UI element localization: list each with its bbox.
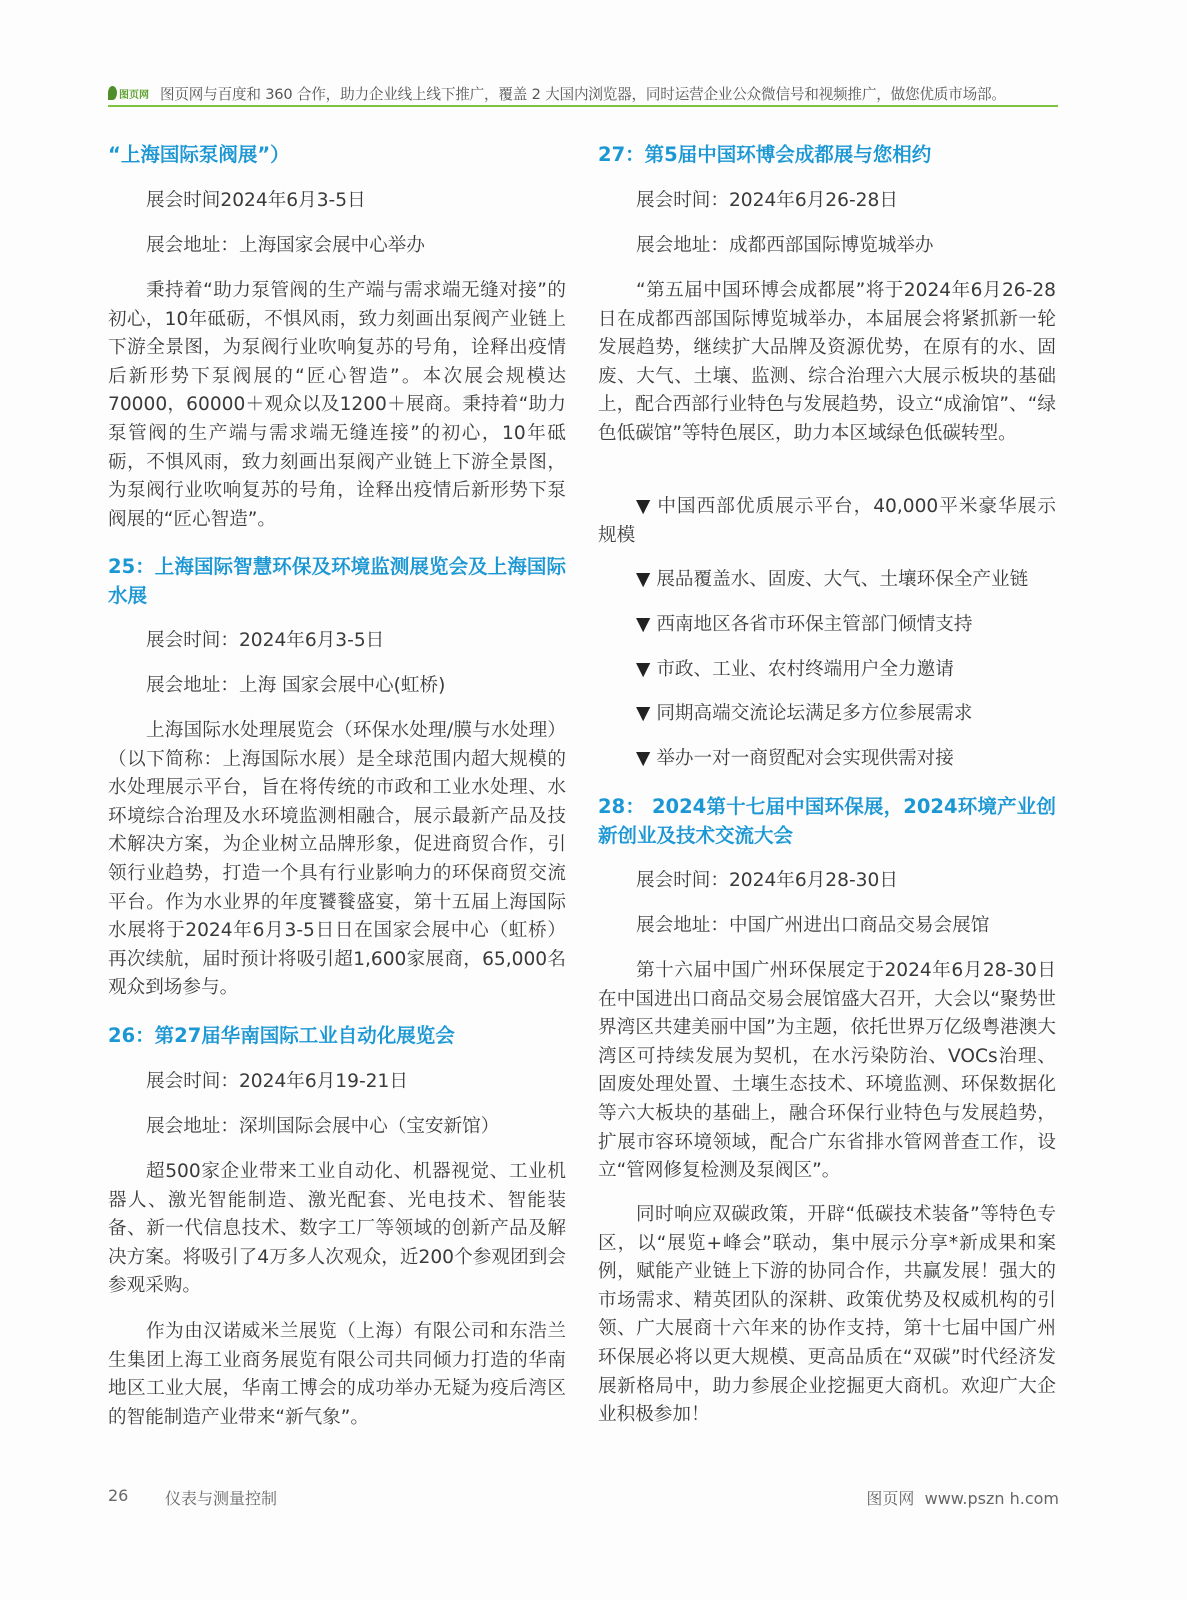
exhibition-address: 展会地址：深圳国际会展中心（宝安新馆）	[146, 1116, 500, 1137]
exhibition-address: 展会地址：中国广州进出口商品交易会展馆	[636, 915, 990, 936]
exhibition-time: 展会时间：2024年6月28-30日	[636, 870, 898, 891]
bullet-text: 中国西部优质展示平台，40,000平米豪华展示规模	[598, 496, 1056, 546]
triangle-down-icon: ▼	[636, 569, 651, 590]
triangle-down-icon: ▼	[636, 659, 651, 680]
bullet-item	[598, 566, 1056, 595]
triangle-down-icon: ▼	[636, 496, 651, 517]
section-heading: 27：第5届中国环博会成都展与您相约	[598, 143, 932, 166]
section-heading: 26：第27届华南国际工业自动化展览会	[108, 1024, 455, 1047]
paragraph: 作为由汉诺威米兰展览（上海）有限公司和东浩兰生集团上海工业商务展览有限公司共同倾力打造的华南地区工业大展，华南工博会的成功举办无疑为疫后湾区的智能制造产业带来“新气象”。	[108, 1321, 566, 1428]
triangle-down-icon: ▼	[636, 614, 651, 635]
site-logo	[108, 84, 156, 102]
bullet-text: 同期高端交流论坛满足多方位参展需求	[656, 703, 973, 724]
leaf-icon	[108, 86, 117, 100]
exhibition-time: 展会时间：2024年6月26-28日	[636, 190, 898, 211]
exhibition-time: 展会时间：2024年6月3-5日	[146, 630, 385, 651]
section-heading: “上海国际泵阀展”）	[108, 143, 290, 166]
site-name: 图页网	[866, 1489, 915, 1508]
bullet-text: 展品覆盖水、固废、大气、土壤环保全产业链	[656, 569, 1029, 590]
journal-name: 仪表与测量控制	[165, 1489, 278, 1508]
bullet-item	[598, 611, 1056, 640]
bullet-item	[598, 656, 1056, 685]
bullet-text: 市政、工业、农村终端用户全力邀请	[656, 659, 954, 680]
page-number: 26	[108, 1486, 129, 1505]
bullet-item	[598, 493, 1056, 550]
header-text: 图页网与百度和 360 合作，助力企业线上线下推广，覆盖 2 大国内浏览器，同时运营企业公众微信号和视频推广，做您优质市场部。	[160, 85, 1006, 103]
site-url[interactable]: www.pszn h.com	[924, 1489, 1059, 1508]
exhibition-time: 展会时间：2024年6月19-21日	[146, 1071, 408, 1092]
bullet-item	[598, 745, 1056, 774]
bullet-item	[598, 700, 1056, 729]
bullet-text: 西南地区各省市环保主管部门倾情支持	[656, 614, 973, 635]
triangle-down-icon: ▼	[636, 703, 651, 724]
exhibition-address: 展会地址：上海国家会展中心举办	[146, 235, 425, 256]
bullet-text: 举办一对一商贸配对会实现供需对接	[656, 748, 954, 769]
footer-site	[866, 1486, 1059, 1509]
exhibition-address: 展会地址：上海 国家会展中心(虹桥)	[146, 675, 446, 696]
paragraph: 第十六届中国广州环保展定于2024年6月28-30日在中国进出口商品交易会展馆盛大召开，大会以“聚势世界湾区共建美丽中国”为主题，依托世界万亿级粤港澳大湾区可持续发展为契机，在水污染防治、VOCs治理、固废处理处置、土壤生态技术、环境监测、环保数据化等六大板块的基础上，融合环保行业特色与发展趋势，扩展市容环境领域，配合广东省排水管网普查工作，设立“管网修复检测及泵阀区”。	[598, 960, 1056, 1182]
paragraph: 同时响应双碳政策，开辟“低碳技术装备”等特色专区，以“展览+峰会”联动，集中展示分享*新成果和案例，赋能产业链上下游的协同合作，共赢发展！强大的市场需求、精英团队的深耕、政策优势及权威机构的引领、广大展商十六年来的协作支持，第十七届中国广州环保展必将以更大规模、更高品质在“双碳”时代经济发展新格局中，助力参展企业挖掘更大商机。欢迎广大企业积极参加！	[598, 1204, 1056, 1426]
exhibition-address: 展会地址：成都西部国际博览城举办	[636, 235, 934, 256]
paragraph: 秉持着“助力泵管阀的生产端与需求端无缝对接”的初心，10年砥砺，不惧风雨，致力刻画出泵阀产业链上下游全景图，为泵阀行业吹响复苏的号角，诠释出疫情后新形势下泵阀展的“匠心智造”。本次展会规模达70000，60000＋观众以及1200＋展商。秉持着“助力泵管阀的生产端与需求端无缝连接”的初心，10年砥砺，不惧风雨，致力刻画出泵阀产业链上下游全景图，为泵阀行业吹响复苏的号角，诠释出疫情后新形势下泵阀展的“匠心智造”。	[108, 280, 566, 530]
section-heading: 28： 2024第十七届中国环保展，2024环境产业创新创业及技术交流大会	[598, 795, 1056, 847]
paragraph: 上海国际水处理展览会（环保水处理/膜与水处理）（以下简称：上海国际水展）是全球范围内超大规模的水处理展示平台，旨在将传统的市政和工业水处理、水环境综合治理及水环境监测相融合，展示最新产品及技术解决方案，为企业树立品牌形象，促进商贸合作，引领行业趋势，打造一个具有行业影响力的环保商贸交流平台。作为水业界的年度饕餮盛宴，第十五届上海国际水展将于2024年6月3-5日日在国家会展中心（虹桥）再次续航，届时预计将吸引超1,600家展商，65,000名观众到场参与。	[108, 720, 566, 999]
exhibition-time: 展会时间2024年6月3-5日	[146, 190, 366, 211]
paragraph: “第五届中国环博会成都展”将于2024年6月26-28日在成都西部国际博览城举办，本届展会将紧抓新一轮发展趋势，继续扩大品牌及资源优势，在原有的水、固废、大气、土壤、监测、综合治理六大展示板块的基础上，配合西部行业特色与发展趋势，设立“成渝馆”、“绿色低碳馆”等特色展区，助力本区域绿色低碳转型。	[598, 280, 1056, 444]
page-header	[108, 82, 1058, 104]
header-divider	[108, 105, 1058, 107]
section-heading: 25：上海国际智慧环保及环境监测展览会及上海国际水展	[108, 555, 566, 607]
triangle-down-icon: ▼	[636, 748, 651, 769]
paragraph: 超500家企业带来工业自动化、机器视觉、工业机器人、激光智能制造、激光配套、光电技术、智能装备、新一代信息技术、数字工厂等领域的创新产品及解决方案。将吸引了4万多人次观众，近200个参观团到会参观采购。	[108, 1161, 566, 1297]
logo-text: 图页网	[119, 89, 149, 101]
